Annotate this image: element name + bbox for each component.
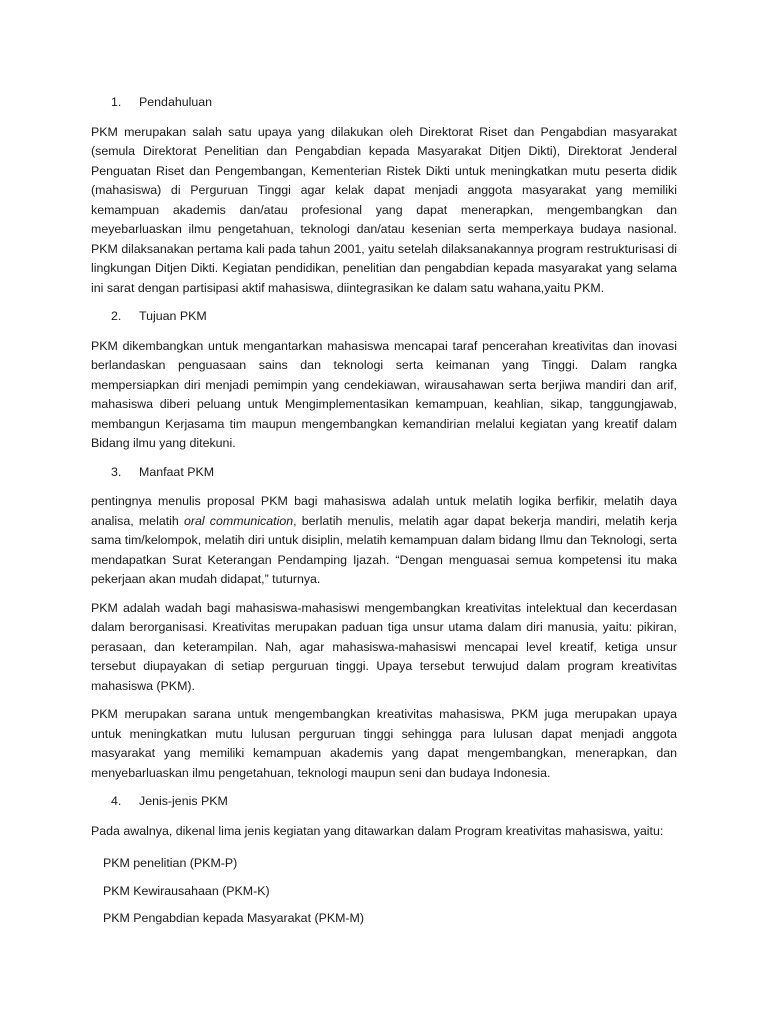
section-heading-tujuan xyxy=(91,307,677,327)
section-number: 4. xyxy=(111,794,122,808)
section-heading-pendahuluan xyxy=(91,93,677,113)
document-page xyxy=(91,93,677,937)
section-title: Jenis-jenis PKM xyxy=(139,794,228,808)
paragraph: Pada awalnya, dikenal lima jenis kegiatan yang ditawarkan dalam Program kreativitas mahasiswa, yaitu: xyxy=(91,823,664,838)
paragraph-italic-text: oral communication xyxy=(183,513,294,528)
section-heading-manfaat xyxy=(91,463,677,483)
section-number: 3. xyxy=(111,464,122,479)
paragraph-text: , berlatih menulis, melatih agar dapat bekerja mandiri, melatih kerja sama tim/kelompok, melatih diri untuk disiplin, melatih kemampuan dalam bidang Ilmu dan Teknologi, serta mendapatkan Surat Keterangan Pendamping Ijazah. “Dengan menguasai semua kompetensi itu maka pekerjaan akan mudah didapat,” tuturnya. xyxy=(91,513,677,586)
list-item: PKM Pengabdian kepada Masyarakat (PKM-M) xyxy=(103,911,365,925)
paragraph: PKM adalah wadah bagi mahasiswa-mahasiswi mengembangkan kreativitas intelektual dan kecerdasan dalam berorganisasi. Kreativitas merupakan paduan tiga unsur utama dalam diri manusia, yaitu: pikiran, perasaan, dan keterampilan. Nah, agar mahasiswa-mahasiswi mencapai level kreatif, ketiga unsur tersebut diupayakan di setiap perguruan tinggi. Upaya tersebut terwujud dalam program kreativitas mahasiswa (PKM). xyxy=(91,600,677,693)
paragraph: PKM merupakan salah satu upaya yang dilakukan oleh Direktorat Riset dan Pengabdian masyarakat (semula Direktorat Penelitian dan Pengabdian kepada Masyarakat Ditjen Dikti), Direktorat Jenderal Penguatan Riset dan Pengembangan, Kementerian Ristek Dikti untuk meningkatkan mutu peserta didik (mahasiswa) di Perguruan Tinggi agar kelak dapat menjadi anggota masyarakat yang memiliki kemampuan akademis dan/atau profesional yang dapat menerapkan, mengembangkan dan meyebarluaskan ilmu pengetahuan, teknologi dan/atau kesenian serta memperkaya budaya nasional. PKM dilaksanakan pertama kali pada tahun 2001, yaitu setelah dilaksanakannya program restrukturisasi di lingkungan Ditjen Dikti. Kegiatan pendidikan, penelitian dan pengabdian kepada masyarakat yang selama ini sarat dengan partisipasi aktif mahasiswa, diintegrasikan ke dalam satu wahana,yaitu PKM. xyxy=(91,124,677,295)
section-title: Manfaat PKM xyxy=(139,464,215,479)
paragraph-text: pentingnya menulis proposal PKM bagi mahasiswa adalah untuk melatih logika berfikir, melatih daya analisa, melatih xyxy=(91,494,677,528)
section-title: Pendahuluan xyxy=(139,95,213,109)
section-number: 2. xyxy=(111,309,122,323)
pkm-type-list xyxy=(91,854,677,929)
paragraph: PKM merupakan sarana untuk mengembangkan kreativitas mahasiswa, PKM juga merupakan upaya untuk meningkatkan mutu lulusan perguruan tinggi sehingga para lulusan dapat menjadi anggota masyarakat yang memiliki kemampuan akademis yang dapat mengembangkan, menerapkan, dan menyebarluaskan ilmu pengetahuan, teknologi maupun seni dan budaya Indonesia. xyxy=(91,707,677,780)
section-title: Tujuan PKM xyxy=(139,309,207,323)
section-number: 1. xyxy=(111,95,122,109)
list-item: PKM Kewirausahaan (PKM-K) xyxy=(103,883,270,898)
paragraph xyxy=(91,492,677,590)
section-heading-jenis xyxy=(91,792,677,812)
paragraph: PKM dikembangkan untuk mengantarkan mahasiswa mencapai taraf pencerahan kreativitas dan inovasi berlandaskan penguasaan sains dan teknologi serta keimanan yang Tinggi. Dalam rangka mempersiapkan diri menjadi pemimpin yang cendekiawan, wirausahawan serta berjiwa mandiri dan arif, mahasiswa diberi peluang untuk Mengimplementasikan kemampuan, keahlian, sikap, tanggungjawab, membangun Kerjasama tim maupun mengembangkan kemandirian melalui kegiatan yang kreatif dalam Bidang ilmu yang ditekuni. xyxy=(91,338,677,450)
list-item: PKM penelitian (PKM-P) xyxy=(103,856,238,870)
